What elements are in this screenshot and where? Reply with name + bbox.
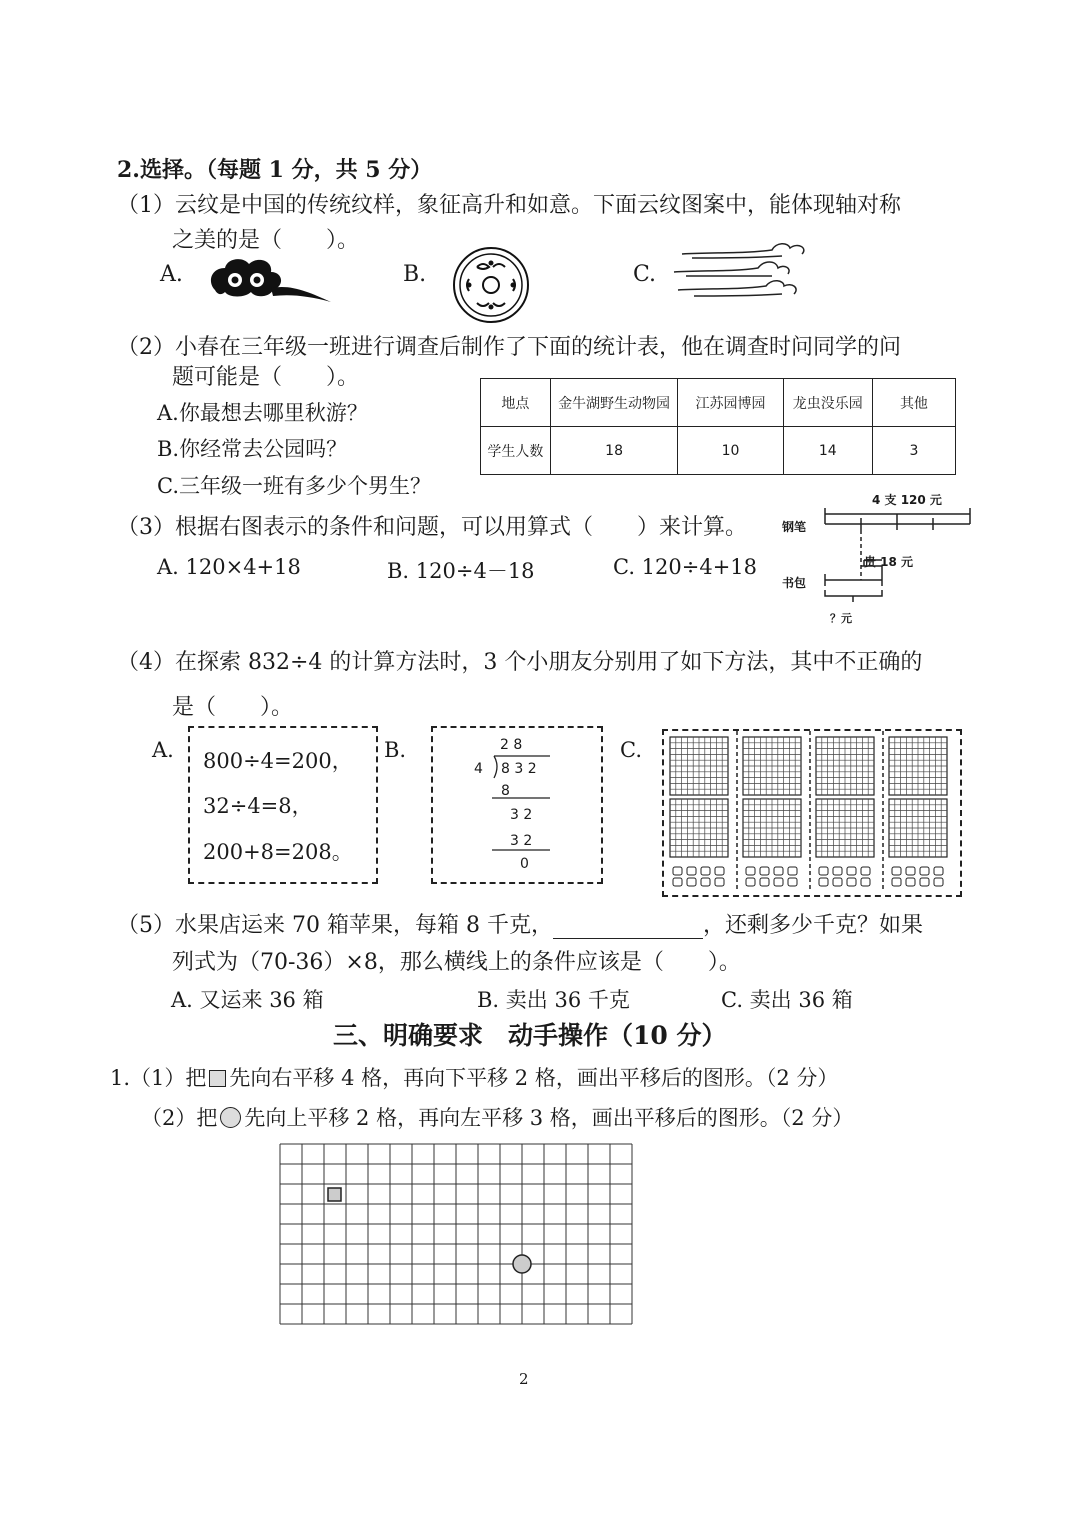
long-division-remainder: 0 bbox=[520, 856, 529, 872]
q5-answer-blank[interactable] bbox=[553, 918, 703, 939]
table-cell: 3 bbox=[872, 427, 955, 475]
grid-circle-shape[interactable] bbox=[513, 1255, 531, 1273]
grid-square-shape[interactable] bbox=[328, 1188, 341, 1201]
page-number: 2 bbox=[519, 1370, 529, 1388]
q2-option-c: C.三年级一班有多少个男生？ bbox=[157, 474, 431, 498]
method-a-step1: 800÷4=200， bbox=[203, 749, 353, 773]
section3-q2-prefix: （2）把 bbox=[141, 1106, 218, 1130]
table-header-cell: 其他 bbox=[872, 379, 955, 427]
method-a-step2: 32÷4=8， bbox=[203, 794, 313, 818]
section3-q1-prefix: 1.（1）把 bbox=[110, 1066, 207, 1090]
square-icon bbox=[209, 1070, 226, 1087]
cloud-pattern-a-image bbox=[205, 252, 335, 307]
section3-q2 bbox=[141, 1102, 853, 1132]
q2-line1: （2）小春在三年级一班进行调查后制作了下面的统计表，他在调查时问同学的问 bbox=[117, 335, 901, 360]
long-division-quotient: 2 8 bbox=[500, 737, 523, 753]
line-segment-diagram bbox=[820, 500, 980, 610]
long-division-step2: 3 2 bbox=[510, 807, 533, 823]
q2-option-a: A.你最想去哪里秋游？ bbox=[157, 401, 368, 425]
q4-line2: 是（ ）。 bbox=[172, 695, 294, 720]
section3-q1 bbox=[110, 1062, 838, 1092]
base-ten-blocks-image bbox=[664, 731, 956, 891]
section-title: 2.选择。（每题 1 分，共 5 分） bbox=[117, 157, 433, 183]
circle-icon bbox=[220, 1107, 241, 1128]
q5-line2: 列式为（70-36）×8，那么横线上的条件应该是（ ）。 bbox=[172, 950, 741, 975]
diagram-diff-text: 贵 18 元 bbox=[864, 555, 914, 569]
table-header-cell: 金牛湖野生动物园 bbox=[550, 379, 678, 427]
q2-line2: 题可能是（ ）。 bbox=[172, 365, 360, 390]
table-header-cell: 地点 bbox=[481, 379, 551, 427]
q3-option-c: C. 120÷4+18 bbox=[613, 555, 758, 579]
cloud-streaks-c-image bbox=[672, 240, 812, 302]
long-division-divisor: 4 bbox=[474, 761, 483, 777]
table-header-cell: 江苏园博园 bbox=[678, 379, 783, 427]
q5-line1 bbox=[117, 908, 923, 939]
q1-option-b: B. bbox=[403, 262, 427, 287]
diagram-pen-label: 钢笔 bbox=[782, 520, 807, 534]
diagram-bag-label: 书包 bbox=[782, 576, 807, 590]
q5-option-b: B. 卖出 36 千克 bbox=[477, 988, 630, 1012]
q5-option-a: A. 又运来 36 箱 bbox=[171, 988, 324, 1012]
table-cell: 10 bbox=[678, 427, 783, 475]
q3-option-b: B. 120÷4－18 bbox=[387, 559, 535, 583]
round-cloud-pattern-b-image bbox=[451, 245, 531, 325]
q1-option-c: C. bbox=[633, 262, 657, 287]
table-cell: 18 bbox=[550, 427, 678, 475]
diagram-top-text: 4 支 120 元 bbox=[872, 493, 942, 507]
table-row-label: 学生人数 bbox=[481, 427, 551, 475]
table-header-cell: 龙虫没乐园 bbox=[783, 379, 872, 427]
drawing-grid[interactable] bbox=[279, 1143, 633, 1325]
table-cell: 14 bbox=[783, 427, 872, 475]
long-division-dividend: 8 3 2 bbox=[501, 761, 537, 777]
section3-title: 三、明确要求 动手操作（10 分） bbox=[333, 1021, 727, 1050]
q5-line1-end: ，还剩多少千克？如果 bbox=[702, 913, 923, 938]
long-division-lines bbox=[480, 754, 560, 858]
long-division-step1: 8 bbox=[501, 783, 510, 799]
table-header-row bbox=[481, 379, 956, 427]
q1-option-a: A. bbox=[160, 262, 183, 287]
q4-line1: （4）在探索 832÷4 的计算方法时，3 个小朋友分别用了如下方法，其中不正确的 bbox=[117, 650, 923, 675]
section3-q1-suffix: 先向右平移 4 格，再向下平移 2 格，画出平移后的图形。（2 分） bbox=[229, 1066, 839, 1090]
section3-q2-suffix: 先向上平移 2 格，再向左平移 3 格，画出平移后的图形。（2 分） bbox=[244, 1106, 854, 1130]
q5-line1-start: （5）水果店运来 70 箱苹果，每箱 8 千克， bbox=[117, 913, 553, 938]
q3-option-a: A. 120×4+18 bbox=[157, 555, 301, 579]
long-division-step3: 3 2 bbox=[510, 833, 533, 849]
q1-line2: 之美的是（ ）。 bbox=[172, 228, 360, 253]
q4-label-c: C. bbox=[620, 738, 642, 762]
q4-label-b: B. bbox=[384, 738, 407, 762]
q1-line1: （1）云纹是中国的传统纹样，象征高升和如意。下面云纹图案中，能体现轴对称 bbox=[117, 193, 901, 218]
q5-option-c: C. 卖出 36 箱 bbox=[721, 988, 853, 1012]
q3-line1: （3）根据右图表示的条件和问题，可以用算式（ ）来计算。 bbox=[117, 515, 747, 540]
table-row bbox=[481, 427, 956, 475]
survey-table bbox=[480, 378, 956, 475]
q4-label-a: A. bbox=[152, 738, 174, 762]
diagram-question-text: ？元 bbox=[830, 612, 852, 625]
method-a-step3: 200+8=208。 bbox=[203, 840, 353, 864]
q2-option-b: B.你经常去公园吗？ bbox=[157, 437, 348, 461]
